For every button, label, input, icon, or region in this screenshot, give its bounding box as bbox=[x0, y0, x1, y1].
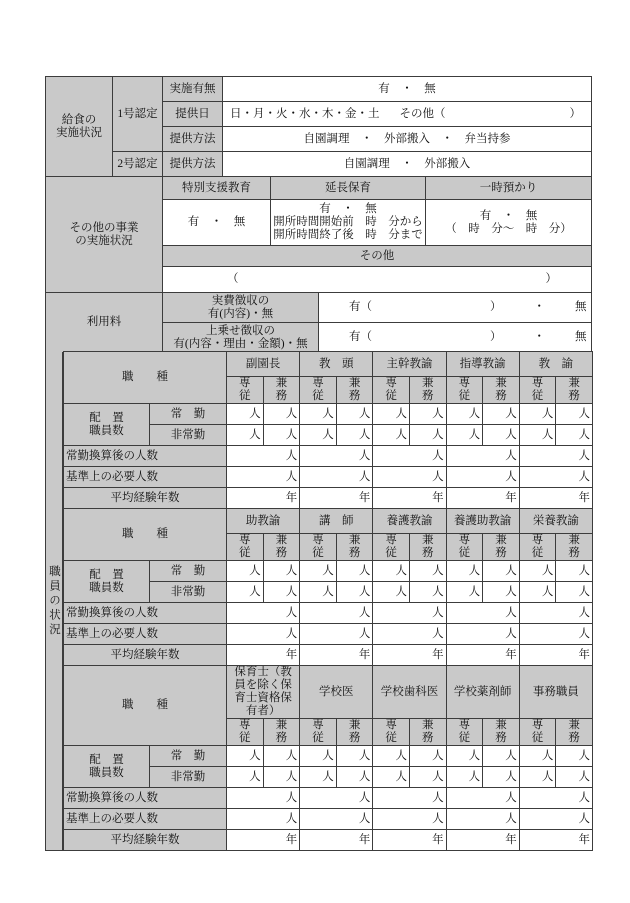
placement-count-label: 配 置 職員数 bbox=[64, 746, 150, 788]
subheader-concurrent: 兼 務 bbox=[263, 719, 300, 746]
provided-days-value bbox=[223, 102, 592, 127]
subheader-dedicated: 専 従 bbox=[519, 377, 556, 404]
required-count-cell: 人 bbox=[519, 809, 592, 830]
fulltime-count-cell: 人 bbox=[519, 561, 556, 582]
implementation-label: 実施有無 bbox=[163, 77, 223, 102]
fulltime-equivalent-cell: 人 bbox=[519, 603, 592, 624]
fee1-none: 無 bbox=[575, 301, 587, 313]
temporary-line1: 有 ・ 無 bbox=[479, 209, 538, 222]
job-title: 養護助教諭 bbox=[446, 509, 519, 534]
required-count-cell: 人 bbox=[227, 624, 300, 645]
average-experience-cell: 年 bbox=[519, 645, 592, 666]
required-count-cell: 人 bbox=[227, 809, 300, 830]
fulltime-count-cell: 人 bbox=[263, 746, 300, 767]
other-title-line1: その他の事業 bbox=[69, 221, 139, 234]
job-title: 主幹教諭 bbox=[373, 352, 446, 377]
extended-care-value bbox=[271, 200, 426, 246]
fulltime-count-cell: 人 bbox=[483, 746, 520, 767]
temporary-care-header: 一時預かり bbox=[426, 177, 592, 200]
fulltime-count-cell: 人 bbox=[227, 404, 264, 425]
subheader-dedicated: 専 従 bbox=[373, 377, 410, 404]
parttime-count-cell: 人 bbox=[336, 582, 373, 603]
fulltime-equivalent-cell: 人 bbox=[227, 446, 300, 467]
fulltime-count-cell: 人 bbox=[336, 404, 373, 425]
fee2-open: 有（ bbox=[349, 331, 372, 343]
days-other-close: ） bbox=[569, 107, 581, 120]
parttime-count-cell: 人 bbox=[336, 767, 373, 788]
fulltime-count-cell: 人 bbox=[556, 561, 593, 582]
parttime-count-cell: 人 bbox=[373, 582, 410, 603]
subheader-concurrent: 兼 務 bbox=[336, 534, 373, 561]
job-title: 栄養教諭 bbox=[519, 509, 592, 534]
subheader-concurrent: 兼 務 bbox=[556, 534, 593, 561]
parttime-count-cell: 人 bbox=[263, 767, 300, 788]
fulltime-label: 常 勤 bbox=[150, 746, 227, 767]
implementation-value: 有 ・ 無 bbox=[223, 77, 592, 102]
fulltime-count-cell: 人 bbox=[373, 561, 410, 582]
required-count-cell: 人 bbox=[300, 467, 373, 488]
subheader-dedicated: 専 従 bbox=[227, 719, 264, 746]
job-type-header: 職 種 bbox=[64, 666, 227, 746]
subheader-dedicated: 専 従 bbox=[446, 719, 483, 746]
fulltime-equivalent-label: 常勤換算後の人数 bbox=[64, 446, 227, 467]
surcharge-line1: 上乗せ徴収の bbox=[206, 324, 275, 337]
parttime-count-cell: 人 bbox=[409, 425, 446, 446]
fulltime-count-cell: 人 bbox=[300, 404, 337, 425]
average-experience-cell: 年 bbox=[519, 488, 592, 509]
parttime-count-cell: 人 bbox=[409, 582, 446, 603]
average-experience-cell: 年 bbox=[519, 830, 592, 851]
average-experience-cell: 年 bbox=[300, 830, 373, 851]
required-count-cell: 人 bbox=[446, 624, 519, 645]
subheader-dedicated: 専 従 bbox=[300, 534, 337, 561]
staff-section-title bbox=[45, 352, 63, 851]
subheader-concurrent: 兼 務 bbox=[409, 377, 446, 404]
average-experience-cell: 年 bbox=[446, 488, 519, 509]
fulltime-equivalent-cell: 人 bbox=[227, 603, 300, 624]
staff-section-label: 職員の状況 bbox=[48, 564, 60, 638]
special-support-header: 特別支援教育 bbox=[163, 177, 271, 200]
job-title: 助教諭 bbox=[227, 509, 300, 534]
fulltime-count-cell: 人 bbox=[409, 561, 446, 582]
fulltime-count-cell: 人 bbox=[409, 404, 446, 425]
method2-value: 自園調理 ・ 外部搬入 bbox=[223, 152, 592, 177]
fulltime-equivalent-label: 常勤換算後の人数 bbox=[64, 788, 227, 809]
extended-line2: 開所時間開始前 時 分から bbox=[273, 216, 423, 228]
meal-section bbox=[45, 76, 592, 177]
subheader-concurrent: 兼 務 bbox=[556, 719, 593, 746]
parttime-count-cell: 人 bbox=[373, 767, 410, 788]
fee2-close: ） bbox=[490, 331, 502, 343]
parttime-count-cell: 人 bbox=[483, 582, 520, 603]
fulltime-equivalent-cell: 人 bbox=[446, 788, 519, 809]
required-count-cell: 人 bbox=[519, 624, 592, 645]
parttime-count-cell: 人 bbox=[446, 582, 483, 603]
other-programs-section bbox=[45, 176, 592, 293]
meal-title-line1: 給食の bbox=[61, 113, 97, 126]
cert1-label: 1号認定 bbox=[113, 77, 163, 152]
days-other-open: その他（ bbox=[399, 107, 446, 120]
subheader-dedicated: 専 従 bbox=[227, 534, 264, 561]
other-row-value bbox=[163, 267, 592, 293]
parttime-label: 非常勤 bbox=[150, 425, 227, 446]
subheader-dedicated: 専 従 bbox=[446, 377, 483, 404]
subheader-concurrent: 兼 務 bbox=[409, 719, 446, 746]
fees-title: 利用料 bbox=[46, 293, 163, 353]
extended-line1: 有 ・ 無 bbox=[319, 203, 377, 215]
average-experience-cell: 年 bbox=[446, 830, 519, 851]
fulltime-count-cell: 人 bbox=[446, 746, 483, 767]
subheader-concurrent: 兼 務 bbox=[483, 534, 520, 561]
required-count-label: 基準上の必要人数 bbox=[64, 809, 227, 830]
fee1-close: ） bbox=[490, 301, 502, 313]
placement-count-label: 配 置 職員数 bbox=[64, 404, 150, 446]
staff-blocks bbox=[63, 352, 593, 851]
required-count-cell: 人 bbox=[300, 624, 373, 645]
average-experience-label: 平均経験年数 bbox=[64, 645, 227, 666]
parttime-count-cell: 人 bbox=[373, 425, 410, 446]
job-title: 指導教諭 bbox=[446, 352, 519, 377]
subheader-concurrent: 兼 務 bbox=[483, 377, 520, 404]
parttime-count-cell: 人 bbox=[227, 425, 264, 446]
job-title: 保育士（教員を除く保育士資格保有者） bbox=[227, 666, 300, 719]
job-title: 副園長 bbox=[227, 352, 300, 377]
fulltime-equivalent-label: 常勤換算後の人数 bbox=[64, 603, 227, 624]
subheader-dedicated: 専 従 bbox=[446, 534, 483, 561]
parttime-count-cell: 人 bbox=[263, 425, 300, 446]
other-row-header: その他 bbox=[163, 246, 592, 267]
fulltime-label: 常 勤 bbox=[150, 404, 227, 425]
fulltime-equivalent-cell: 人 bbox=[227, 788, 300, 809]
required-count-label: 基準上の必要人数 bbox=[64, 624, 227, 645]
actual-cost-label bbox=[163, 293, 319, 323]
fulltime-count-cell: 人 bbox=[300, 561, 337, 582]
parttime-count-cell: 人 bbox=[556, 767, 593, 788]
parttime-label: 非常勤 bbox=[150, 582, 227, 603]
fulltime-equivalent-cell: 人 bbox=[300, 788, 373, 809]
fulltime-label: 常 勤 bbox=[150, 561, 227, 582]
subheader-dedicated: 専 従 bbox=[519, 534, 556, 561]
average-experience-cell: 年 bbox=[227, 488, 300, 509]
staff-section bbox=[45, 352, 591, 851]
fee2-dot: ・ bbox=[533, 331, 545, 343]
required-count-cell: 人 bbox=[519, 467, 592, 488]
required-count-cell: 人 bbox=[446, 467, 519, 488]
fulltime-count-cell: 人 bbox=[373, 404, 410, 425]
parttime-count-cell: 人 bbox=[519, 582, 556, 603]
required-count-cell: 人 bbox=[300, 809, 373, 830]
subheader-concurrent: 兼 務 bbox=[263, 534, 300, 561]
subheader-dedicated: 専 従 bbox=[519, 719, 556, 746]
provided-days-label: 提供日 bbox=[163, 102, 223, 127]
job-title: 事務職員 bbox=[519, 666, 592, 719]
fulltime-count-cell: 人 bbox=[373, 746, 410, 767]
subheader-concurrent: 兼 務 bbox=[409, 534, 446, 561]
job-title: 学校医 bbox=[300, 666, 373, 719]
staff-block bbox=[63, 351, 593, 509]
subheader-concurrent: 兼 務 bbox=[336, 719, 373, 746]
staff-block bbox=[63, 508, 593, 666]
meal-title-line2: 実施状況 bbox=[56, 126, 102, 139]
extended-care-header: 延長保育 bbox=[271, 177, 426, 200]
parttime-count-cell: 人 bbox=[446, 767, 483, 788]
fulltime-equivalent-cell: 人 bbox=[446, 446, 519, 467]
fulltime-equivalent-cell: 人 bbox=[446, 603, 519, 624]
job-type-header: 職 種 bbox=[64, 352, 227, 404]
average-experience-label: 平均経験年数 bbox=[64, 830, 227, 851]
cert2-label: 2号認定 bbox=[113, 152, 163, 177]
fulltime-count-cell: 人 bbox=[483, 404, 520, 425]
temporary-care-value bbox=[426, 200, 592, 246]
average-experience-cell: 年 bbox=[373, 488, 446, 509]
subheader-concurrent: 兼 務 bbox=[483, 719, 520, 746]
parttime-count-cell: 人 bbox=[446, 425, 483, 446]
fulltime-count-cell: 人 bbox=[300, 746, 337, 767]
fulltime-count-cell: 人 bbox=[336, 561, 373, 582]
fulltime-equivalent-cell: 人 bbox=[373, 603, 446, 624]
subheader-dedicated: 専 従 bbox=[227, 377, 264, 404]
subheader-concurrent: 兼 務 bbox=[556, 377, 593, 404]
parttime-count-cell: 人 bbox=[227, 767, 264, 788]
meal-section-title bbox=[46, 77, 113, 177]
parttime-count-cell: 人 bbox=[227, 582, 264, 603]
fulltime-count-cell: 人 bbox=[227, 746, 264, 767]
average-experience-cell: 年 bbox=[227, 830, 300, 851]
required-count-cell: 人 bbox=[373, 809, 446, 830]
fulltime-count-cell: 人 bbox=[446, 561, 483, 582]
fulltime-equivalent-cell: 人 bbox=[519, 446, 592, 467]
form-table-area bbox=[45, 77, 591, 851]
parttime-count-cell: 人 bbox=[409, 767, 446, 788]
subheader-dedicated: 専 従 bbox=[373, 719, 410, 746]
parttime-count-cell: 人 bbox=[519, 425, 556, 446]
subheader-dedicated: 専 従 bbox=[300, 377, 337, 404]
required-count-cell: 人 bbox=[446, 809, 519, 830]
fee2-none: 無 bbox=[575, 331, 587, 343]
subheader-concurrent: 兼 務 bbox=[263, 377, 300, 404]
parttime-count-cell: 人 bbox=[483, 767, 520, 788]
required-count-label: 基準上の必要人数 bbox=[64, 467, 227, 488]
other-paren-open: （ bbox=[227, 273, 239, 285]
parttime-count-cell: 人 bbox=[263, 582, 300, 603]
fulltime-count-cell: 人 bbox=[483, 561, 520, 582]
surcharge-value bbox=[319, 323, 592, 353]
parttime-count-cell: 人 bbox=[300, 582, 337, 603]
job-title: 教 諭 bbox=[519, 352, 592, 377]
parttime-label: 非常勤 bbox=[150, 767, 227, 788]
parttime-count-cell: 人 bbox=[519, 767, 556, 788]
job-title: 学校薬剤師 bbox=[446, 666, 519, 719]
actual-cost-line1: 実費徴収の bbox=[211, 294, 270, 307]
average-experience-cell: 年 bbox=[300, 488, 373, 509]
special-support-value: 有 ・ 無 bbox=[163, 200, 271, 246]
fulltime-count-cell: 人 bbox=[446, 404, 483, 425]
average-experience-cell: 年 bbox=[227, 645, 300, 666]
parttime-count-cell: 人 bbox=[556, 425, 593, 446]
subheader-dedicated: 専 従 bbox=[300, 719, 337, 746]
days-list: 日・月・火・水・木・金・土 bbox=[230, 107, 380, 120]
fulltime-count-cell: 人 bbox=[556, 746, 593, 767]
job-title: 養護教諭 bbox=[373, 509, 446, 534]
other-programs-title bbox=[46, 177, 163, 293]
fulltime-equivalent-cell: 人 bbox=[300, 446, 373, 467]
job-title: 学校歯科医 bbox=[373, 666, 446, 719]
actual-cost-value bbox=[319, 293, 592, 323]
job-title: 講 師 bbox=[300, 509, 373, 534]
fulltime-count-cell: 人 bbox=[263, 404, 300, 425]
fulltime-count-cell: 人 bbox=[556, 404, 593, 425]
fee1-open: 有（ bbox=[349, 301, 372, 313]
fulltime-count-cell: 人 bbox=[519, 746, 556, 767]
fee1-dot: ・ bbox=[533, 301, 545, 313]
parttime-count-cell: 人 bbox=[483, 425, 520, 446]
fulltime-equivalent-cell: 人 bbox=[300, 603, 373, 624]
parttime-count-cell: 人 bbox=[336, 425, 373, 446]
average-experience-cell: 年 bbox=[373, 645, 446, 666]
required-count-cell: 人 bbox=[373, 467, 446, 488]
parttime-count-cell: 人 bbox=[300, 425, 337, 446]
temporary-line2: （ 時 分～ 時 分） bbox=[445, 222, 572, 235]
average-experience-label: 平均経験年数 bbox=[64, 488, 227, 509]
surcharge-line2: 有(内容・理由・金額)・無 bbox=[173, 337, 308, 350]
placement-count-label: 配 置 職員数 bbox=[64, 561, 150, 603]
surcharge-label bbox=[163, 323, 319, 353]
fees-section bbox=[45, 292, 592, 353]
fulltime-count-cell: 人 bbox=[519, 404, 556, 425]
required-count-cell: 人 bbox=[373, 624, 446, 645]
other-title-line2: の実施状況 bbox=[75, 234, 133, 247]
subheader-dedicated: 専 従 bbox=[373, 534, 410, 561]
staff-block bbox=[63, 665, 593, 851]
fulltime-count-cell: 人 bbox=[263, 561, 300, 582]
parttime-count-cell: 人 bbox=[300, 767, 337, 788]
other-paren-close: ） bbox=[545, 273, 557, 285]
average-experience-cell: 年 bbox=[446, 645, 519, 666]
fulltime-equivalent-cell: 人 bbox=[373, 788, 446, 809]
subheader-concurrent: 兼 務 bbox=[336, 377, 373, 404]
fulltime-count-cell: 人 bbox=[336, 746, 373, 767]
method2-label: 提供方法 bbox=[163, 152, 223, 177]
parttime-count-cell: 人 bbox=[556, 582, 593, 603]
average-experience-cell: 年 bbox=[300, 645, 373, 666]
average-experience-cell: 年 bbox=[373, 830, 446, 851]
job-title: 教 頭 bbox=[300, 352, 373, 377]
actual-cost-line2: 有(内容)・無 bbox=[207, 307, 274, 320]
required-count-cell: 人 bbox=[227, 467, 300, 488]
fulltime-count-cell: 人 bbox=[409, 746, 446, 767]
method1-label: 提供方法 bbox=[163, 127, 223, 152]
fulltime-equivalent-cell: 人 bbox=[519, 788, 592, 809]
method1-value: 自園調理 ・ 外部搬入 ・ 弁当持参 bbox=[223, 127, 592, 152]
job-type-header: 職 種 bbox=[64, 509, 227, 561]
fulltime-equivalent-cell: 人 bbox=[373, 446, 446, 467]
fulltime-count-cell: 人 bbox=[227, 561, 264, 582]
extended-line3: 開所時間終了後 時 分まで bbox=[273, 229, 423, 241]
